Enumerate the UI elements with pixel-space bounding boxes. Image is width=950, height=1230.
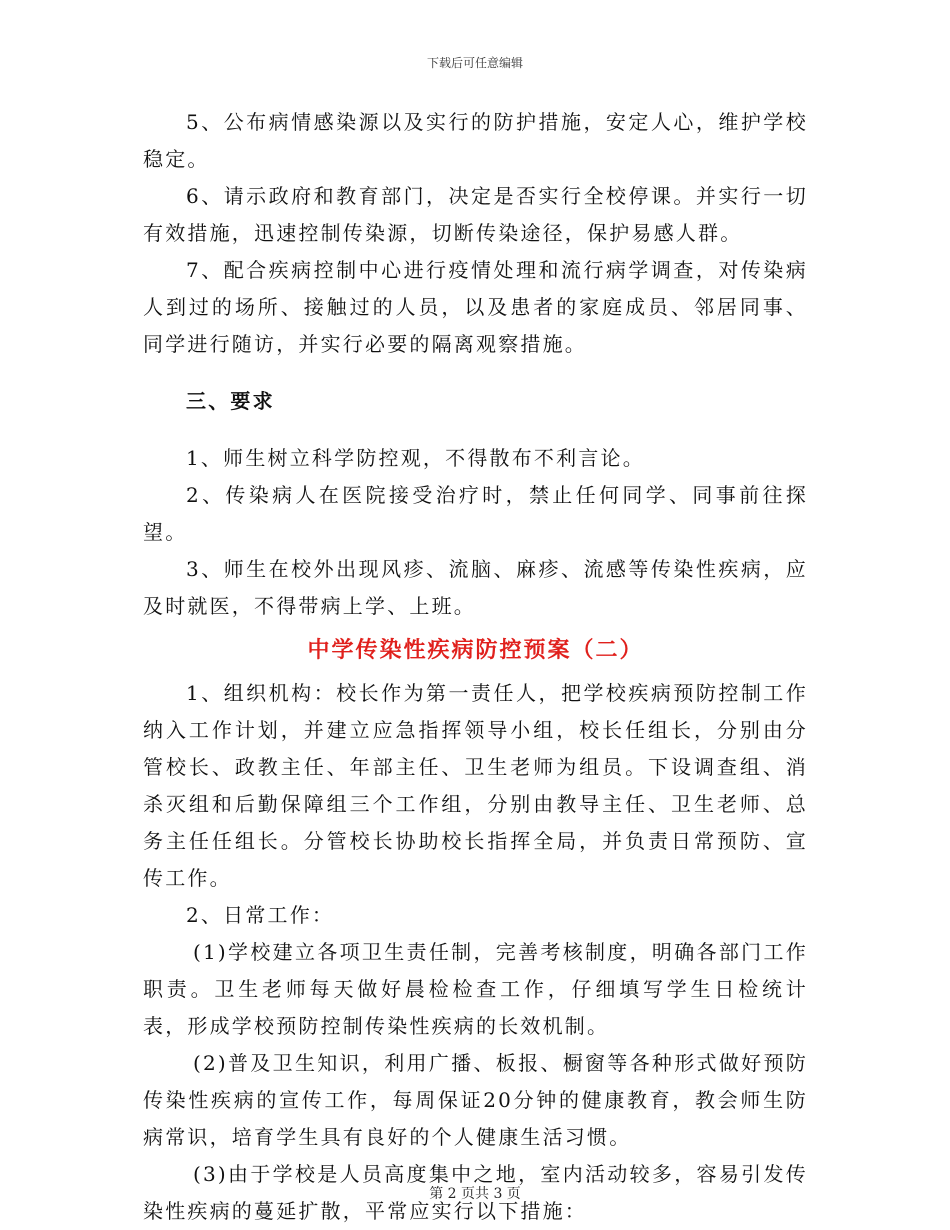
page-header: 下载后可任意编辑 [426, 56, 523, 70]
section-heading-requirements: 三、要求 [186, 389, 275, 413]
organization-paragraph: 1、组织机构：校长作为第一责任人，把学校疾病预防控制工作纳入工作计划，并建立应急指挥领导小组，校长任组长，分别由分管校长、政教主任、年部主任、卫生老师为组员。下设调查组、消杀灭组和后勤保障组三个工作组，分别由教导主任、卫生老师、总务主任任组长。分管校长协助校长指挥全局，并负责日常预防、宣传工作。 [143, 681, 808, 890]
paragraph-item-7: 7、配合疾病控制中心进行疫情处理和流行病学调查，对传染病人到过的场所、接触过的人员，以及患者的家庭成员、邻居同事、同学进行随访，并实行必要的隔离观察措施。 [143, 258, 808, 356]
requirement-item-2: 2、传染病人在医院接受治疗时，禁止任何同学、同事前往探望。 [143, 483, 808, 544]
requirement-item-1: 1、师生树立科学防控观，不得散布不利言论。 [186, 446, 645, 470]
daily-work-heading: 2、日常工作： [186, 903, 335, 927]
page-footer: 第 2 页共 3 页 [429, 1186, 521, 1202]
document-body [143, 104, 808, 1230]
document-title: 中学传染性疾病防控预案（二） [307, 637, 644, 663]
paragraph-item-5: 5、公布病情感染源以及实行的防护措施，安定人心，维护学校稳定。 [143, 110, 808, 171]
requirement-item-3: 3、师生在校外出现风疹、流脑、麻疹、流感等传染性疾病，应及时就医，不得带病上学、上班。 [143, 557, 808, 618]
daily-item-3: (3)由于学校是人员高度集中之地，室内活动较多，容易引发传染性疾病的蔓延扩散，平常应实行以下措施： [143, 1162, 808, 1223]
daily-item-1: (1)学校建立各项卫生责任制，完善考核制度，明确各部门工作职责。卫生老师每天做好晨检检查工作，仔细填写学生日检统计表，形成学校预防控制传染性疾病的长效机制。 [143, 940, 808, 1038]
daily-item-2: (2)普及卫生知识，利用广播、板报、橱窗等各种形式做好预防传染性疾病的宣传工作，每周保证20分钟的健康教育，教会师生防病常识，培育学生具有良好的个人健康生活习惯。 [143, 1051, 808, 1149]
paragraph-item-6: 6、请示政府和教育部门，决定是否实行全校停课。并实行一切有效措施，迅速控制传染源，切断传染途径，保护易感人群。 [143, 184, 808, 245]
